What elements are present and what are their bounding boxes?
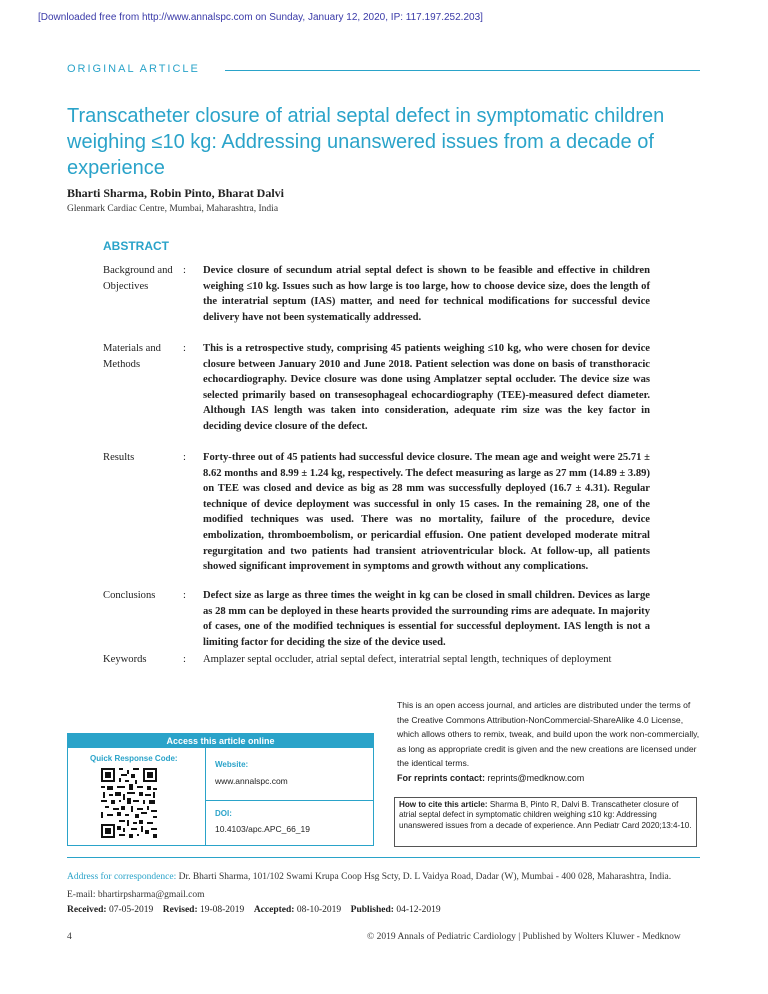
doi-label: DOI: xyxy=(215,809,232,818)
abstract-text: Forty-three out of 45 patients had successful device closure. The mean age and weight were 25.71 ± 8.62 months and 8.99 ± 1.24 kg, respectively. The defect measuring as large as 27 mm (14.89 ± 3.89) on TEE was closed and device as big as 28 mm was successfully deployed (16.7 ± 4.31). Regular technique of device deployment was successful in only 15 cases. In the remaining 28, one of the modified techniques was used. There was no mortality, failure of the procedure, device embolization, thromboembolism, or pericardial effusion. One patient developed moderate mitral regurgitation and two patients had transient atrioventricular block. At follow-up, all patients showed significant improvement in symptoms and growth without any complications. xyxy=(203,452,650,573)
abstract-conclusions xyxy=(103,588,650,650)
article-type-rule xyxy=(225,70,700,71)
affiliation: Glenmark Cardiac Centre, Mumbai, Maharashtra, India xyxy=(67,204,279,214)
accepted-date: 08-10-2019 xyxy=(296,905,342,915)
correspondence-label: Address for correspondence: xyxy=(67,872,177,882)
citation-text: Sharma B, Pinto R, Dalvi B. Transcatheter closure of atrial septal defect in symptomatic children weighing ≤10 kg: Addressing unanswered issues from a decade of experience. Ann Pediatr Card 2020;13:4-10. xyxy=(399,800,692,830)
footer-rule xyxy=(67,857,700,858)
abstract-colon: : xyxy=(183,654,186,665)
abstract-label: Keywords xyxy=(103,654,147,665)
reprints-label: For reprints contact: xyxy=(397,773,486,783)
abstract-text: This is a retrospective study, comprising 45 patients weighing ≤10 kg, who were chosen for device closure between January 2010 and June 2018. Patient selection was done on basis of transthoracic echocardiography. Device closure was done using Amplatzer septal occluder. The device size was selected primarily based on transesophageal echocardiography (TEE)-measured defect diameter. Although IAS length was taken into consideration, adequate rim size was the key factor in deciding device closure of the defect. xyxy=(203,343,650,432)
abstract-keywords xyxy=(103,652,650,668)
abstract-label: Background and Objectives xyxy=(103,265,173,292)
qr-code-icon[interactable] xyxy=(101,768,157,838)
abstract-heading: ABSTRACT xyxy=(103,239,169,253)
abstract-label: Results xyxy=(103,452,135,463)
accepted-label: Accepted: xyxy=(253,905,295,915)
abstract-label: Materials and Methods xyxy=(103,343,161,370)
article-title: Transcatheter closure of atrial septal defect in symptomatic children weighing ≤10 kg: Addressing unanswered issues from a decade of experience xyxy=(67,105,665,179)
citation-label: How to cite this article: xyxy=(399,800,488,809)
correspondence xyxy=(67,868,707,904)
authors: Bharti Sharma, Robin Pinto, Bharat Dalvi xyxy=(67,186,285,200)
abstract-text: Amplazer septal occluder, atrial septal defect, interatrial septal length, techniques of deployment xyxy=(203,654,612,665)
abstract-colon: : xyxy=(183,343,186,354)
article-dates xyxy=(67,905,441,915)
citation-box xyxy=(394,797,697,847)
website-link[interactable]: www.annalspc.com xyxy=(215,776,288,786)
abstract-label: Conclusions xyxy=(103,590,156,601)
open-access-notice: This is an open access journal, and articles are distributed under the terms of the Creative Commons Attribution-NonCommercial-ShareAlike 4.0 License, which allows others to remix, tweak, and build upon the work non-commercially, as long as appropriate credit is given and the new creations are licensed under the identical terms. xyxy=(397,700,700,768)
download-note: [Downloaded free from http://www.annalspc.com on Sunday, January 12, 2020, IP: 117.197.252.203] xyxy=(38,12,483,23)
reprints-email[interactable]: reprints@medknow.com xyxy=(487,773,585,783)
abstract-background xyxy=(103,263,650,325)
article-type: ORIGINAL ARTICLE xyxy=(67,63,200,75)
revised-label: Revised: xyxy=(162,905,198,915)
received-label: Received: xyxy=(67,905,107,915)
website-label: Website: xyxy=(215,760,249,769)
reprints xyxy=(397,773,584,783)
qr-label: Quick Response Code: xyxy=(90,754,178,763)
access-online-box xyxy=(67,733,374,846)
abstract-colon: : xyxy=(183,452,186,463)
abstract-text: Defect size as large as three times the weight in kg can be closed in small children. Devices as large as 28 mm can be deployed in these hearts provided the surrounding rims are adequate. In majority of cases, one of the modified techniques is essential for successful deployment. IAS length is not a limiting factor for deciding the size of the device used. xyxy=(203,590,650,648)
received-date: 07-05-2019 xyxy=(108,905,154,915)
correspondence-email[interactable]: E-mail: bhartirpsharma@gmail.com xyxy=(67,890,205,900)
copyright: © 2019 Annals of Pediatric Cardiology | Published by Wolters Kluwer - Medknow xyxy=(367,932,681,942)
doi-link[interactable]: 10.4103/apc.APC_66_19 xyxy=(215,824,310,834)
published-label: Published: xyxy=(350,905,394,915)
abstract-colon: : xyxy=(183,265,186,276)
revised-date: 19-08-2019 xyxy=(199,905,245,915)
abstract-methods xyxy=(103,341,650,435)
abstract-colon: : xyxy=(183,590,186,601)
correspondence-address: Dr. Bharti Sharma, 101/102 Swami Krupa Coop Hsg Scty, D. L Vaidya Road, Dadar (W), Mumbai - 400 028, Maharashtra, India. xyxy=(178,872,672,882)
abstract-text: Device closure of secundum atrial septal defect is shown to be feasible and effective in children weighing ≤10 kg. Issues such as how large is too large, how to choose device size, does the length of the interatrial septum (IAS) matter, and need for technical modifications for successful device delivery have not been systematically addressed. xyxy=(203,265,650,323)
access-divider xyxy=(205,800,374,801)
published-date: 04-12-2019 xyxy=(396,905,441,915)
abstract-results xyxy=(103,450,650,575)
access-divider xyxy=(205,748,206,846)
access-heading: Access this article online xyxy=(68,734,373,748)
page-number: 4 xyxy=(67,932,72,942)
